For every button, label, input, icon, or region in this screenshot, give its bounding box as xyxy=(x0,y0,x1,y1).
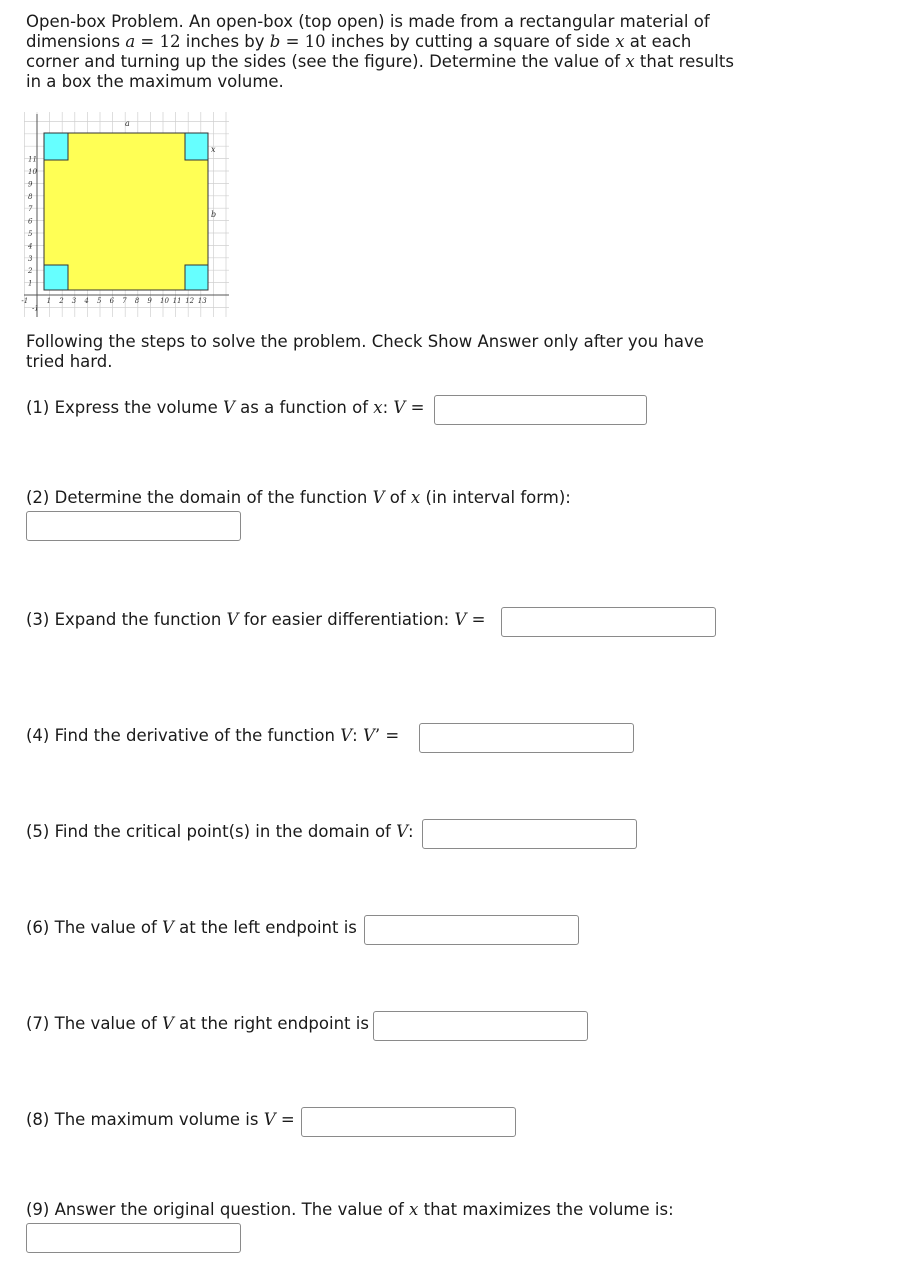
x-tick-label: 1 xyxy=(46,297,52,305)
box-figure xyxy=(21,112,234,322)
corner-square-bottom-left xyxy=(44,265,68,290)
x-tick-label: 5 xyxy=(97,297,102,305)
corner-square-top-right xyxy=(185,133,208,160)
label-b: b xyxy=(211,210,217,219)
x-tick-label: 4 xyxy=(84,297,89,305)
step-9-answer-input[interactable] xyxy=(26,1223,241,1253)
x-tick-label: 10 xyxy=(160,297,169,305)
y-tick-label: 11 xyxy=(28,155,37,164)
corner-square-bottom-right xyxy=(185,265,208,290)
step-6-prompt: (6) The value of V at the left endpoint is xyxy=(26,918,357,937)
problem-statement: Open-box Problem. An open-box (top open) is made from a rectangular material of dimensions a = 12 inches by b = 10 inches by cutting a square of side x at each corner and turning up the sides (see the figure). Determine the value of x that results in a box the maximum volume. xyxy=(26,12,734,91)
step-4-answer-input[interactable] xyxy=(419,723,634,753)
y-tick-label: 9 xyxy=(28,180,33,189)
y-tick-label: 4 xyxy=(28,242,33,251)
x-tick-label: 2 xyxy=(59,297,64,305)
x-tick-label: 11 xyxy=(172,297,182,305)
label-a: a xyxy=(125,119,130,128)
step-1-prompt: (1) Express the volume V as a function of x: V = xyxy=(26,398,425,417)
material-sheet xyxy=(44,133,208,290)
x-tick-label: -1 xyxy=(21,297,29,305)
x-tick-label: 8 xyxy=(134,297,140,305)
step-7-prompt: (7) The value of V at the right endpoint is xyxy=(26,1014,369,1033)
label-x: x xyxy=(211,145,216,154)
y-tick-label: 8 xyxy=(28,192,33,201)
y-tick-label: 3 xyxy=(28,254,33,263)
step-4-prompt: (4) Find the derivative of the function V: V’ = xyxy=(26,726,400,745)
y-tick-label: 6 xyxy=(28,217,33,226)
x-tick-label: 12 xyxy=(185,297,195,305)
step-2-prompt: (2) Determine the domain of the function V of x (in interval form): xyxy=(26,488,571,507)
step-7-answer-input[interactable] xyxy=(373,1011,588,1041)
step-1-answer-input[interactable] xyxy=(434,395,647,425)
step-2-answer-input[interactable] xyxy=(26,511,241,541)
y-tick-label: 10 xyxy=(28,168,37,176)
x-tick-label: 3 xyxy=(71,297,77,305)
step-8-prompt: (8) The maximum volume is V = xyxy=(26,1110,295,1129)
step-8-answer-input[interactable] xyxy=(301,1107,516,1137)
step-3-prompt: (3) Expand the function V for easier differentiation: V = xyxy=(26,610,486,629)
x-tick-label: 6 xyxy=(109,297,115,305)
step-3-answer-input[interactable] xyxy=(501,607,716,637)
step-5-answer-input[interactable] xyxy=(422,819,637,849)
corner-square-top-left xyxy=(44,133,68,160)
instructions-text: Following the steps to solve the problem. Check Show Answer only after you have tried hard. xyxy=(26,332,704,371)
y-tick-label: 7 xyxy=(28,205,33,214)
y-tick-label: -1 xyxy=(32,304,39,313)
step-5-prompt: (5) Find the critical point(s) in the domain of V: xyxy=(26,822,414,841)
y-tick-label: 1 xyxy=(28,279,33,288)
y-tick-label: 5 xyxy=(28,230,33,238)
x-tick-label: 13 xyxy=(197,297,207,305)
x-tick-labels xyxy=(21,297,207,305)
x-tick-label: 9 xyxy=(147,297,152,305)
y-tick-label: 2 xyxy=(28,267,33,276)
step-6-answer-input[interactable] xyxy=(364,915,579,945)
step-9-prompt: (9) Answer the original question. The value of x that maximizes the volume is: xyxy=(26,1200,674,1219)
x-tick-label: 7 xyxy=(122,297,127,305)
